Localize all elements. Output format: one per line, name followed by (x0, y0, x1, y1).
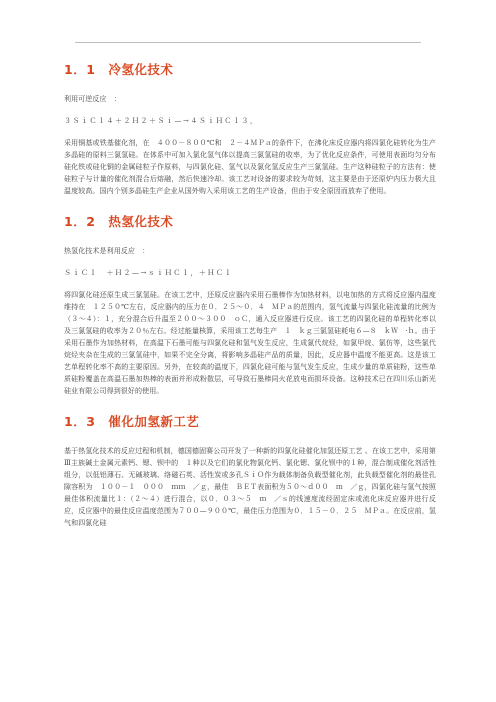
section-2-heading: 1．2 热氢化技术 (64, 214, 174, 229)
section-3-body: 基于热氢化技术的反应过程和机制，德国德固赛公司开发了一种新的四氯化硅催化加氢还原工艺 。在该工艺中，采用第 Ⅲ主族碱土金属元素钙、锶、钡中的 １种以及它们的氯化物氯化钙、氯化锶、氯化钡中的１种，混合制成催化剂活性组分，以低铝薄石、无碱玻璃、络磁石英、活性炭或多孔ＳｉＯ作为载体制备负载型催化剂，此负载型催化剂的最佳孔隙容积为 １００－１ ０００ ｍｍ ／ｇ，最佳 ＢＥＴ表面积为５０～ｄ００ ｍ ／ｇ，四氯化硅与氢气按照最佳体积流量比１：（２～４）进行混合，以０．０３～５ ｍ ／ｓ的线速度流经固定床或流化床反应器并进行反应，反应器中的最佳反应温度范围为７００—９００℃，最佳压力范围为０．１５－０．２５ ＭＰａ。在反应前，氢气和四氯化硅 (64, 447, 436, 527)
section-1-formula: ３ＳｉＣｌ４＋２Ｈ２＋Ｓｉ—→４ＳｉＨＣｌ３， (64, 117, 259, 125)
section-2-body: 将四氯化硅还原生成三氯氢硅。在该工艺中，还原反应器内采用石墨棒作为加热材料，以电加热的方式将反应器内温度维持在 １２５０℃左右，反应器内的压力在０．２５～０．４ ＭＰａ的范围内，氢气流量与四氯化硅流量的比例为（３～４）：１，充分混合后升温至２００～３００ ｏＣ，通入反应器进行反应。该工艺的四氯化硅的单程转化率以及三氯氢硅的收率为２０％左右。经过能量核算，采用该工艺每生产 １ ｋｇ三氯氢硅耗电６—８ ｋＷ ·ｈ。由于采用石墨作为加热材料，在高温下石墨可能与四氯化硅和氢气发生反应，生成氯代烷烃，如氯甲烷、氯仿等，这些氯代烷烃夹杂在生成的三氯氢硅中，如果不完全分离，将影响多晶硅产品的质量，因此，反应器中温度不能更高。这是该工艺单程转化率不高的主要原因。另外，在较高的温度下，四氯化硅可能与氢气发生反应，生成少量的单质硅粉，这些单质硅粉覆盖在高温石墨加热棒的表面并形成粉散层，可导致石墨棒同火花放电而损坏设备。这种技术已在四川乐山新光硅业有限公司得到很好的使用。 (64, 291, 436, 395)
section-1-heading: 1．1 冷氢化技术 (64, 62, 174, 77)
section-3-heading: 1．3 催化加氢新工艺 (64, 414, 200, 429)
section-2-formula: ＳｉＣｌ ＋Ｈ２—→ｓｉＨＣｌ，＋ＨＣｌ (64, 269, 233, 277)
content (64, 60, 436, 529)
header-rule (75, 42, 421, 43)
section-1-body: 采用铜基或铁基催化剂，在 ４００－８００℃和 ２－４ＭＰａ的条件下，在沸化床反应器内将四氯化硅转化为生产多晶硅的原料三氯氢硅。在体系中可加入氯化氢气体以提高三氯氢硅的收率，为了优化反应条件，可使用表面均匀分布硅化铁或硅化铜的金属硅粒子作原料，与四氯化硅、氢气以及氯化氢反应生产三氯氢硅。生产这种硅粒子的方法有：使硅粒子与计量的催化剂混合后熔融，然后快速冷却。该工艺对设备的要求较为苛刻，这主要是由于还原炉内压力极大且温度较高。国内个别多晶硅生产企业从国外购入采用该工艺的生产设备，但由于安全原因而放弃了使用。 (64, 139, 436, 195)
section-2-intro: 热氢化技术是利用反应 ： (64, 247, 150, 255)
section-1-intro: 利用可逆反应 ： (64, 95, 121, 103)
